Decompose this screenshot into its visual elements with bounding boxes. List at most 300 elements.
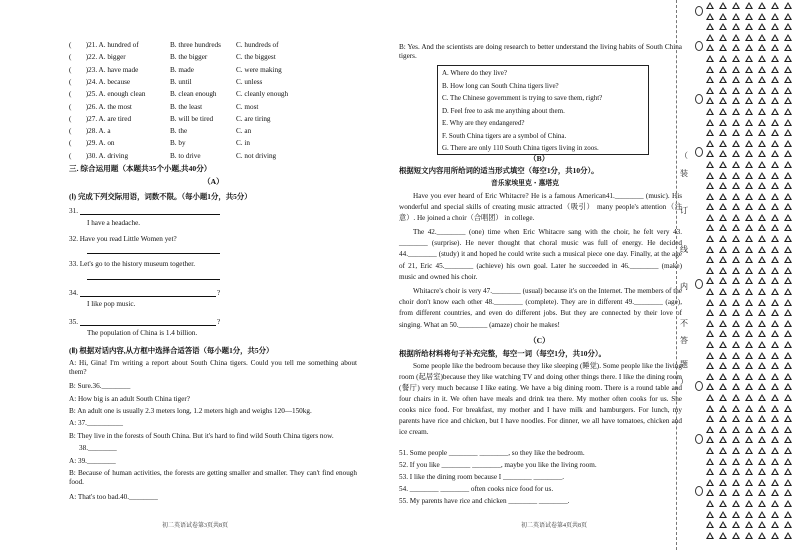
triangle-icon: [784, 415, 792, 422]
triangle-icon: [732, 2, 740, 9]
triangle-icon: [732, 203, 740, 210]
triangle-icon: [719, 256, 727, 263]
triangle-icon: [719, 150, 727, 157]
q35-qmark: ?: [217, 318, 221, 326]
triangle-icon: [758, 532, 766, 539]
triangle-icon: [771, 34, 779, 41]
triangle-column: [706, 2, 714, 542]
mc-question-a[interactable]: ( )26. A. the most: [69, 102, 132, 111]
triangle-icon: [732, 394, 740, 401]
mc-question-a[interactable]: ( )23. A. have made: [69, 65, 139, 74]
mc-question-a[interactable]: ( )22. A. bigger: [69, 53, 126, 62]
q32-text: 32. Have you read Little Women yet?: [69, 235, 177, 243]
triangle-icon: [719, 55, 727, 62]
triangle-icon: [706, 2, 714, 9]
triangle-icon: [706, 34, 714, 41]
triangle-icon: [784, 362, 792, 369]
triangle-icon: [758, 44, 766, 51]
triangle-icon: [784, 394, 792, 401]
triangle-icon: [771, 426, 779, 433]
triangle-icon: [745, 44, 753, 51]
triangle-icon: [784, 468, 792, 475]
mc-option-b: B. made: [170, 65, 194, 74]
triangle-icon: [758, 129, 766, 136]
mc-question-row: [69, 139, 359, 150]
triangle-icon: [719, 330, 727, 337]
q34-answer: I like pop music.: [87, 300, 136, 308]
triangle-icon: [732, 309, 740, 316]
triangle-icon: [771, 373, 779, 380]
triangle-icon: [745, 521, 753, 528]
triangle-icon: [784, 203, 792, 210]
triangle-icon: [745, 436, 753, 443]
mc-option-c: C. are tiring: [236, 114, 271, 123]
triangle-icon: [784, 436, 792, 443]
mc-question-a[interactable]: ( )21. A. hundred of: [69, 41, 139, 49]
option-a: A. Where do they live?: [442, 69, 507, 77]
triangle-icon: [745, 119, 753, 126]
triangle-icon: [771, 362, 779, 369]
triangle-icon: [771, 150, 779, 157]
triangle-icon: [771, 309, 779, 316]
triangle-icon: [758, 13, 766, 20]
triangle-icon: [784, 150, 792, 157]
mc-option-c: C. cleanly enough: [236, 90, 289, 99]
triangle-icon: [719, 2, 727, 9]
triangle-icon: [719, 97, 727, 104]
triangle-icon: [732, 87, 740, 94]
triangle-icon: [758, 172, 766, 179]
triangle-icon: [706, 341, 714, 348]
triangle-icon: [771, 532, 779, 539]
triangle-icon: [758, 140, 766, 147]
triangle-icon: [784, 214, 792, 221]
triangle-icon: [745, 362, 753, 369]
triangle-icon: [758, 352, 766, 359]
part-c-paragraph: Some people like the bedroom because they like sleeping (睡觉). Some people like the living room (起居室)because they like watching TV and doing other things there. I like the dining room (餐厅) very much because I like eating. We have a big dining room. There is a round table and four chairs in it. We often have meals and drink tea there. My mother often cooks for us. She cooks nice food. For breakfast, my mother and I have milk and hamburgers. For lunch, my parents have rice and chicken, but I have noodles. For dinner, we all have tomatoes, chicken and ice cream.: [399, 362, 682, 437]
page-footer-right: 初二英语试卷第4页共8页: [521, 523, 588, 529]
dialog-intro: B: Yes. And the scientists are doing research to better understand the living habits of South China tigers.: [399, 43, 682, 60]
triangle-icon: [745, 140, 753, 147]
part1-title: (Ⅰ) 完成下列交际用语，词数不限。（每小题1分，共5分）: [69, 192, 252, 201]
triangle-icon: [758, 193, 766, 200]
triangle-icon: [745, 246, 753, 253]
triangle-icon: [771, 299, 779, 306]
triangle-icon: [719, 468, 727, 475]
triangle-icon: [771, 87, 779, 94]
triangle-icon: [706, 55, 714, 62]
triangle-icon: [758, 34, 766, 41]
triangle-icon: [706, 447, 714, 454]
triangle-icon: [784, 511, 792, 518]
triangle-icon: [758, 97, 766, 104]
triangle-icon: [706, 203, 714, 210]
triangle-icon: [745, 511, 753, 518]
triangle-icon: [706, 320, 714, 327]
part-b-subtitle: 音乐家埃里克・惠塔克: [491, 180, 559, 187]
triangle-icon: [771, 352, 779, 359]
mc-question-a[interactable]: ( )24. A. because: [69, 77, 131, 86]
triangle-icon: [771, 235, 779, 242]
triangle-icon: [758, 76, 766, 83]
mc-option-b: B. the: [170, 127, 188, 136]
triangle-icon: [706, 256, 714, 263]
triangle-icon: [732, 352, 740, 359]
triangle-column: [745, 2, 753, 542]
triangle-icon: [784, 256, 792, 263]
triangle-icon: [719, 500, 727, 507]
triangle-icon: [745, 373, 753, 380]
triangle-icon: [706, 405, 714, 412]
triangle-icon: [719, 108, 727, 115]
triangle-icon: [719, 458, 727, 465]
triangle-icon: [784, 299, 792, 306]
triangle-icon: [719, 129, 727, 136]
triangle-icon: [706, 108, 714, 115]
triangle-icon: [745, 352, 753, 359]
triangle-icon: [732, 479, 740, 486]
triangle-icon: [784, 13, 792, 20]
triangle-icon: [706, 532, 714, 539]
triangle-icon: [732, 161, 740, 168]
mc-option-b: B. the least: [170, 102, 203, 111]
triangle-icon: [758, 2, 766, 9]
triangle-icon: [706, 521, 714, 528]
triangle-icon: [732, 13, 740, 20]
triangle-icon: [745, 23, 753, 30]
triangle-icon: [745, 66, 753, 73]
triangle-icon: [771, 193, 779, 200]
triangle-icon: [758, 66, 766, 73]
triangle-icon: [719, 447, 727, 454]
triangle-icon: [784, 55, 792, 62]
triangle-icon: [719, 489, 727, 496]
triangle-icon: [745, 87, 753, 94]
triangle-icon: [706, 76, 714, 83]
circle-icon: [695, 434, 703, 444]
triangle-icon: [771, 214, 779, 221]
triangle-icon: [706, 309, 714, 316]
triangle-icon: [732, 415, 740, 422]
triangle-icon: [771, 341, 779, 348]
triangle-icon: [784, 383, 792, 390]
triangle-icon: [719, 44, 727, 51]
triangle-icon: [719, 383, 727, 390]
triangle-icon: [719, 394, 727, 401]
triangle-icon: [758, 224, 766, 231]
triangle-icon: [732, 150, 740, 157]
triangle-icon: [719, 87, 727, 94]
triangle-icon: [758, 299, 766, 306]
mc-question-a[interactable]: ( )29. A. on: [69, 139, 115, 148]
triangle-icon: [745, 426, 753, 433]
triangle-icon: [706, 97, 714, 104]
triangle-icon: [706, 479, 714, 486]
triangle-icon: [732, 256, 740, 263]
triangle-icon: [732, 447, 740, 454]
triangle-icon: [732, 521, 740, 528]
part-a-label: （A）: [203, 177, 224, 186]
triangle-icon: [745, 267, 753, 274]
triangle-icon: [784, 246, 792, 253]
triangle-icon: [745, 383, 753, 390]
triangle-icon: [719, 288, 727, 295]
triangle-icon: [784, 66, 792, 73]
triangle-icon: [758, 405, 766, 412]
triangle-icon: [706, 140, 714, 147]
triangle-icon: [745, 277, 753, 284]
mc-question-row: [69, 127, 359, 138]
triangle-icon: [758, 23, 766, 30]
binding-char: 题: [680, 360, 688, 369]
mc-question-row: [69, 115, 359, 126]
triangle-icon: [719, 373, 727, 380]
triangle-icon: [706, 383, 714, 390]
triangle-icon: [784, 309, 792, 316]
mc-option-c: C. the biggest: [236, 53, 276, 62]
triangle-icon: [732, 511, 740, 518]
triangle-icon: [732, 140, 740, 147]
triangle-icon: [719, 309, 727, 316]
triangle-icon: [771, 119, 779, 126]
triangle-icon: [732, 341, 740, 348]
triangle-icon: [745, 76, 753, 83]
triangle-icon: [771, 415, 779, 422]
triangle-icon: [784, 161, 792, 168]
q31-blank[interactable]: [80, 206, 220, 215]
triangle-icon: [784, 479, 792, 486]
triangle-icon: [706, 193, 714, 200]
triangle-icon: [732, 362, 740, 369]
triangle-icon: [719, 119, 727, 126]
triangle-icon: [771, 55, 779, 62]
triangle-icon: [732, 182, 740, 189]
mc-question-row: [69, 66, 359, 77]
mc-question-a[interactable]: ( )25. A. enough clean: [69, 90, 146, 99]
mc-option-b: B. to drive: [170, 151, 201, 160]
mc-question-a[interactable]: ( )28. A. a: [69, 127, 111, 136]
triangle-icon: [771, 66, 779, 73]
triangle-icon: [758, 320, 766, 327]
triangle-icon: [745, 447, 753, 454]
triangle-icon: [745, 129, 753, 136]
q33-blank[interactable]: [87, 271, 220, 280]
mc-question-row: [69, 78, 359, 89]
triangle-icon: [784, 87, 792, 94]
triangle-icon: [706, 246, 714, 253]
triangle-icon: [745, 256, 753, 263]
section3-title: 三. 综合运用题（本题共35个小题,共40分）: [69, 164, 212, 173]
triangle-icon: [784, 108, 792, 115]
triangle-icon: [745, 330, 753, 337]
binding-char: 订: [680, 206, 688, 215]
triangle-icon: [745, 320, 753, 327]
triangle-icon: [706, 66, 714, 73]
triangle-icon: [771, 447, 779, 454]
triangle-icon: [771, 97, 779, 104]
triangle-icon: [745, 415, 753, 422]
triangle-icon: [758, 426, 766, 433]
triangle-icon: [732, 458, 740, 465]
mc-option-c: C. in: [236, 139, 250, 148]
dialog-line-9: B: Because of human activities, the forests are getting smaller and smaller. They can't find enough food.: [69, 469, 357, 486]
triangle-icon: [784, 288, 792, 295]
triangle-icon: [784, 235, 792, 242]
triangle-icon: [706, 330, 714, 337]
triangle-icon: [719, 246, 727, 253]
triangle-icon: [706, 373, 714, 380]
mc-option-c: C. not driving: [236, 151, 277, 160]
triangle-icon: [706, 468, 714, 475]
triangle-icon: [771, 500, 779, 507]
triangle-icon: [745, 341, 753, 348]
part-c-label: （C）: [529, 336, 550, 345]
triangle-icon: [771, 288, 779, 295]
triangle-icon: [745, 150, 753, 157]
triangle-icon: [745, 34, 753, 41]
part-c-title: 根据所给材料将句子补充完整，每空一词（每空1分，共10分）。: [399, 349, 606, 358]
triangle-icon: [732, 193, 740, 200]
triangle-icon: [771, 468, 779, 475]
triangle-icon: [706, 129, 714, 136]
mc-question-a[interactable]: ( )27. A. are tired: [69, 114, 132, 123]
q52-text: 52. If you like ________ ________, maybe you like the living room.: [399, 461, 597, 469]
binding-char: ）: [680, 377, 688, 386]
triangle-icon: [732, 235, 740, 242]
triangle-icon: [719, 267, 727, 274]
triangle-icon: [706, 277, 714, 284]
page-footer-left: 初二英语试卷第3页共8页: [162, 523, 229, 529]
triangle-icon: [758, 330, 766, 337]
triangle-icon: [784, 119, 792, 126]
triangle-icon: [719, 203, 727, 210]
triangle-icon: [784, 2, 792, 9]
triangle-icon: [758, 256, 766, 263]
triangle-icon: [758, 362, 766, 369]
binding-char: 线: [680, 245, 688, 254]
binding-char: 答: [680, 336, 688, 345]
triangle-icon: [758, 87, 766, 94]
triangle-icon: [771, 23, 779, 30]
triangle-icon: [719, 415, 727, 422]
triangle-icon: [784, 277, 792, 284]
triangle-icon: [771, 140, 779, 147]
triangle-icon: [784, 458, 792, 465]
q33-text: 33. Let's go to the history museum together.: [69, 260, 196, 268]
triangle-icon: [719, 224, 727, 231]
triangle-icon: [719, 521, 727, 528]
triangle-icon: [771, 182, 779, 189]
triangle-icon: [784, 373, 792, 380]
triangle-icon: [732, 468, 740, 475]
triangle-icon: [719, 13, 727, 20]
triangle-icon: [719, 341, 727, 348]
q35-blank[interactable]: [80, 317, 216, 326]
triangle-icon: [732, 277, 740, 284]
triangle-icon: [745, 394, 753, 401]
triangle-icon: [784, 140, 792, 147]
triangle-icon: [784, 182, 792, 189]
mc-question-a[interactable]: ( )30. A. driving: [69, 151, 129, 160]
dialog-line-2: B: Sure.36.________: [69, 382, 131, 390]
triangle-icon: [758, 341, 766, 348]
q55-text: 55. My parents have rice and chicken ________ ________.: [399, 497, 570, 505]
triangle-icon: [719, 76, 727, 83]
circle-icon: [695, 147, 703, 157]
triangle-icon: [706, 394, 714, 401]
triangle-icon: [706, 362, 714, 369]
triangle-icon: [771, 330, 779, 337]
triangle-icon: [719, 532, 727, 539]
circle-icon: [695, 486, 703, 496]
triangle-icon: [784, 352, 792, 359]
triangle-icon: [771, 479, 779, 486]
triangle-icon: [706, 13, 714, 20]
triangle-icon: [771, 172, 779, 179]
q34-blank[interactable]: [80, 288, 216, 297]
triangle-icon: [745, 2, 753, 9]
triangle-icon: [719, 277, 727, 284]
triangle-icon: [784, 34, 792, 41]
triangle-icon: [719, 426, 727, 433]
binding-char: 不: [680, 319, 688, 328]
triangle-icon: [719, 140, 727, 147]
triangle-icon: [732, 405, 740, 412]
dialog-line-5: A: 37.__________: [69, 419, 123, 427]
triangle-icon: [784, 489, 792, 496]
triangle-icon: [771, 267, 779, 274]
dialog-line-1: A: Hi, Gina! I'm writing a report about South China tigers. Could you tell me something about them?: [69, 359, 357, 376]
triangle-icon: [719, 193, 727, 200]
triangle-icon: [732, 76, 740, 83]
triangle-icon: [771, 436, 779, 443]
q32-blank[interactable]: [87, 245, 220, 254]
mc-option-c: C. most: [236, 102, 259, 111]
mc-option-c: C. an: [236, 127, 252, 136]
triangle-icon: [771, 203, 779, 210]
part-b-paragraph-3: Whitacre's choir is very 47.________ (usual) because it's on the Internet. The members of the choir don't know each other 48.________ (complete). They are in different 49.________ (age), from different countries, and even do different jobs. But they are connected by their love of singing. What an 50.________ (amaze) choir he makes!: [399, 287, 682, 329]
mc-option-b: B. three hundreds: [170, 41, 221, 49]
triangle-icon: [745, 299, 753, 306]
part2-title: (Ⅱ) 根据对话内容,从方框中选择合适答语（每小题1分，共5分）: [69, 346, 274, 355]
triangle-icon: [784, 532, 792, 539]
triangle-icon: [784, 172, 792, 179]
triangle-icon: [745, 214, 753, 221]
triangle-icon: [732, 383, 740, 390]
triangle-icon: [758, 458, 766, 465]
triangle-icon: [706, 150, 714, 157]
triangle-icon: [758, 521, 766, 528]
part-b-title: 根据短文内容用所给词的适当形式填空（每空1分，共10分）。: [399, 166, 599, 175]
triangle-icon: [758, 500, 766, 507]
triangle-icon: [745, 479, 753, 486]
triangle-icon: [706, 511, 714, 518]
circle-icon: [695, 6, 703, 16]
triangle-icon: [706, 299, 714, 306]
triangle-icon: [771, 277, 779, 284]
triangle-icon: [771, 320, 779, 327]
q34-qmark: ?: [217, 289, 221, 297]
triangle-icon: [771, 246, 779, 253]
mc-question-row: [69, 103, 359, 114]
triangle-icon: [784, 193, 792, 200]
triangle-icon: [771, 383, 779, 390]
triangle-icon: [719, 479, 727, 486]
triangle-icon: [771, 224, 779, 231]
triangle-column: [719, 2, 727, 542]
triangle-icon: [706, 182, 714, 189]
triangle-icon: [706, 426, 714, 433]
